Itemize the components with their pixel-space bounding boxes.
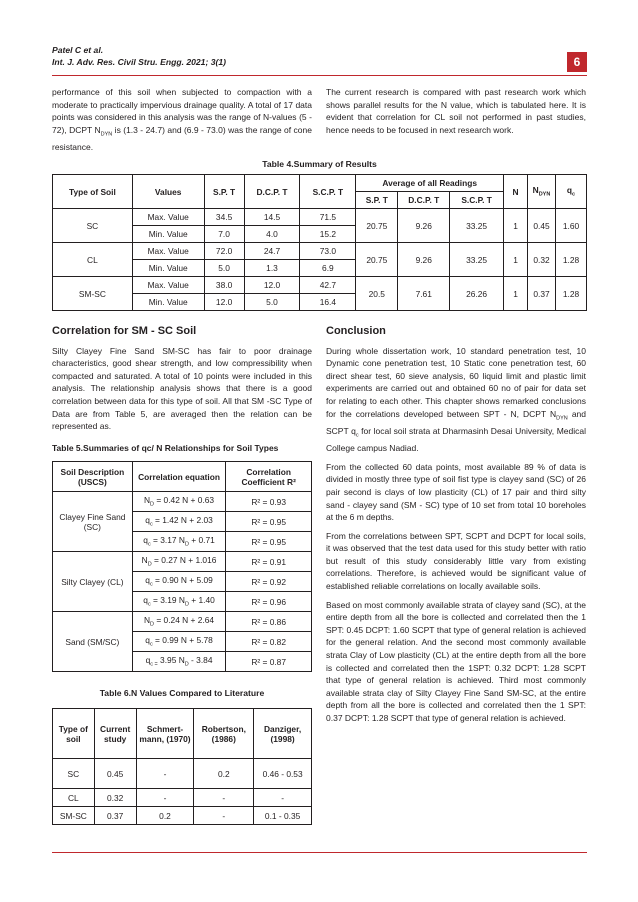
t5-header-soil: Soil Description (USCS)	[53, 462, 133, 492]
t4-cell: Min. Value	[132, 226, 204, 243]
t6-cell: -	[136, 759, 194, 789]
table6-caption: Table 6.N Values Compared to Literature	[99, 688, 265, 698]
t4-cell: Max. Value	[132, 209, 204, 226]
t6-cell: -	[136, 789, 194, 807]
correlation-body: Silty Clayey Fine Sand SM-SC has fair to poor drainage characteristics, good shear strength, and low compressibility when compacted and saturated. A total of 10 points were included in this analysis. The relationship analysis shows that there is a good correlation between data for this type of soil. All that SM -SC Type of Data are from Table 5, are averaged then the relation can be represented as.	[52, 345, 312, 432]
t4-cell: 34.5	[204, 209, 244, 226]
t4-header-avg-dcpt: D.C.P. T	[398, 192, 450, 209]
left-intro-text-b: is (1.3 - 24.7) and (6.9 - 73.0) was the range of cone resistance.	[52, 124, 312, 153]
t4-cell: 16.4	[300, 294, 356, 311]
t4-cell: 9.26	[398, 243, 450, 277]
t5-header-eq: Correlation equation	[132, 462, 226, 492]
t6-cell: 0.32	[94, 789, 136, 807]
t4-cell: 20.75	[356, 209, 398, 243]
t5-r2-cell: R² = 0.86	[226, 612, 312, 632]
t5-soil-cell: Silty Clayey (CL)	[53, 552, 133, 612]
t6-header-current: Current study	[94, 709, 136, 759]
t5-soil-cell: Clayey Fine Sand (SC)	[53, 492, 133, 552]
t4-cell: 6.9	[300, 260, 356, 277]
t4-cell: 12.0	[244, 277, 300, 294]
table-row	[53, 243, 587, 260]
conclusion-paragraph-4: Based on most commonly available strata of clayey sand (SC), at the entire depth from all the bore is collected and correlated then the 1 SPT: 0.45 DCPT: 1.60 SCPT that type of general relation is achieved for the general relation. And the second most commonly available strata Clay of Low plasticity (CL) at the entire depth from all the bore is collected and correlated then the 1SPT: 0.32 DCPT: 1.28 SCPT that type of general relation is achieved. Third most commonly available strata clay of Silty Clayey Fine Sand SM-SC, at the entire depth from all the bore is collected and correlated then the 1 SPT: 0.37 DCPT: 1.28 SCPT that type of general relation is achieved.	[326, 599, 586, 723]
t4-header-average: Average of all Readings	[356, 175, 504, 192]
t4-cell: 9.26	[398, 209, 450, 243]
table-row	[53, 612, 312, 632]
t6-cell: SM-SC	[53, 807, 95, 825]
t4-header-type: Type of Soil	[53, 175, 133, 209]
conclusion-paragraph-2: From the collected 60 data points, most available 89 % of data is divided in mostly three type of soil fist type is clayey sand (SC) of 26 pair second is clays of low plasticity (CL) of 17 pair and third silty sand - clayey sand (SM - SC) type of 10 set from total 10 boreholes at the 6 m depths.	[326, 461, 586, 523]
t4-cell: 1.28	[555, 277, 586, 311]
t4-cell: 15.2	[300, 226, 356, 243]
t4-cell: 12.0	[204, 294, 244, 311]
table4-caption: Table 4.Summary of Results	[262, 159, 377, 169]
t6-cell: -	[194, 807, 254, 825]
t4-header-qc: $q_c$	[555, 175, 586, 209]
table4-summary-results	[52, 174, 587, 311]
t5-soil-cell: Sand (SM/SC)	[53, 612, 133, 672]
t5-eq-cell: $q_c = 0.99$ N + 5.78	[132, 632, 226, 652]
t4-header-n: N	[504, 175, 528, 209]
conclusion-section	[326, 325, 586, 725]
left-intro-sub: DYN	[100, 131, 113, 138]
t4-cell: 7.61	[398, 277, 450, 311]
t4-header-scpt: S.C.P. T	[300, 175, 356, 209]
t4-soil-cell: SM-SC	[53, 277, 133, 311]
running-head	[52, 44, 226, 68]
t4-cell: 0.32	[528, 243, 556, 277]
table5-caption: Table 5.Summaries of qc/ N Relationships for Soil Types	[52, 443, 279, 453]
t6-header-danziger: Danziger, (1998)	[254, 709, 312, 759]
table-row	[53, 492, 312, 512]
t5-r2-cell: R² = 0.95	[226, 532, 312, 552]
t4-header-dcpt: D.C.P. T	[244, 175, 300, 209]
running-head-authors: Patel C et al.	[52, 45, 104, 55]
t4-cell: 24.7	[244, 243, 300, 260]
t4-cell: 42.7	[300, 277, 356, 294]
correlation-heading: Correlation for SM - SC Soil	[52, 325, 197, 337]
t5-r2-cell: R² = 0.96	[226, 592, 312, 612]
t4-header-spt: S.P. T	[204, 175, 244, 209]
t5-eq-cell: $N_D = 0.42$ N + 0.63	[132, 492, 226, 512]
table-row	[53, 807, 312, 825]
t4-cell: Min. Value	[132, 294, 204, 311]
right-intro-paragraph	[326, 86, 586, 136]
t4-cell: 26.26	[450, 277, 504, 311]
t5-header-r2: Correlation Coefficient R²	[226, 462, 312, 492]
conclusion-paragraph-3: From the correlations between SPT, SCPT and DCPT for local soils, it was observed that the test data used for this study better with ratio but result of this study considerably little vary from existing correlations. Therefore, is achieved would be significant value of established reliable correlations on locally available soils.	[326, 530, 586, 592]
t6-header-type: Type of soil	[53, 709, 95, 759]
t5-eq-cell: $q_c = 3.19$ $N_D + 1.40$	[132, 592, 226, 612]
t5-r2-cell: R² = 0.93	[226, 492, 312, 512]
header-rule	[52, 75, 587, 76]
t6-cell: SC	[53, 759, 95, 789]
t6-cell: -	[254, 789, 312, 807]
t4-cell: 5.0	[204, 260, 244, 277]
t4-header-ndyn: $N_{DYN}$	[528, 175, 556, 209]
t6-cell: 0.2	[136, 807, 194, 825]
t4-header-avg-spt: S.P. T	[356, 192, 398, 209]
t4-cell: 4.0	[244, 226, 300, 243]
t4-cell: 71.5	[300, 209, 356, 226]
t4-header-values: Values	[132, 175, 204, 209]
conclusion-paragraph-1: During whole dissertation work, 10 standard penetration test, 10 Dynamic cone penetration test, 10 Static cone penetration test, 60 direct shear test, 60 sieve analysis, 60 liquid limit and plastic limit experiments are carried out and obtained 60 no of pair for data set for relating to each other. This chapter shows remarked conclusions for the correlations developed between SPT - N, DCPT $N_{DYN}$ and SCPT $q_c$ for local soil strata at Dharmasinh Desai University, Medical College campus Nadiad.	[326, 345, 586, 454]
t5-eq-cell: $q_c = 3.17$ $N_D + 0.71$	[132, 532, 226, 552]
t5-eq-cell: $N_D = 0.27$ N + 1.016	[132, 552, 226, 572]
t5-r2-cell: R² = 0.95	[226, 512, 312, 532]
table-row	[53, 209, 587, 226]
t4-cell: Max. Value	[132, 243, 204, 260]
right-intro-text: The current research is compared with past research work which shows parallel results for the N value, which is tabulated here. It is evident that correlation for CL soil not performed in past studies, hence needs to be focused in next research work.	[326, 87, 586, 135]
t4-soil-cell: CL	[53, 243, 133, 277]
t5-eq-cell: $N_D = 0.24$ N + 2.64	[132, 612, 226, 632]
t5-r2-cell: R² = 0.87	[226, 652, 312, 672]
t4-cell: 20.5	[356, 277, 398, 311]
t5-r2-cell: R² = 0.82	[226, 632, 312, 652]
t4-cell: 38.0	[204, 277, 244, 294]
t5-r2-cell: R² = 0.92	[226, 572, 312, 592]
t6-header-schmertmann: Schmert-mann, (1970)	[136, 709, 194, 759]
t6-cell: 0.37	[94, 807, 136, 825]
t4-cell: 33.25	[450, 209, 504, 243]
t4-cell: 1	[504, 277, 528, 311]
t4-cell: 20.75	[356, 243, 398, 277]
t4-cell: 1.28	[555, 243, 586, 277]
t5-r2-cell: R² = 0.91	[226, 552, 312, 572]
t4-header-avg-scpt: S.C.P. T	[450, 192, 504, 209]
table-row	[53, 759, 312, 789]
t5-eq-cell: $q_{c =}$ 3.95 $N_D - 3.84$	[132, 652, 226, 672]
t6-header-robertson: Robertson, (1986)	[194, 709, 254, 759]
t4-cell: Max. Value	[132, 277, 204, 294]
t5-eq-cell: $q_c = 0.90$ N + 5.09	[132, 572, 226, 592]
t6-cell: 0.46 - 0.53	[254, 759, 312, 789]
table-row	[53, 789, 312, 807]
left-intro-text-a: performance of this soil when subjected to compaction with a moderate to practically impervious drainage quality. A total of 17 data points was considered in this analysis was the range of N-values (5 - 72), DCPT N	[52, 87, 312, 135]
t4-cell: 1.3	[244, 260, 300, 277]
t4-soil-cell: SC	[53, 209, 133, 243]
t6-cell: 0.45	[94, 759, 136, 789]
footer-rule	[52, 852, 587, 853]
t4-cell: 14.5	[244, 209, 300, 226]
t4-cell: 0.37	[528, 277, 556, 311]
t6-cell: 0.1 - 0.35	[254, 807, 312, 825]
table-row	[53, 552, 312, 572]
t4-cell: 0.45	[528, 209, 556, 243]
t6-cell: CL	[53, 789, 95, 807]
table-row	[53, 277, 587, 294]
t6-cell: 0.2	[194, 759, 254, 789]
table6-n-values	[52, 708, 312, 825]
table5-relationships	[52, 461, 312, 672]
page-number-badge: 6	[567, 52, 587, 72]
t4-cell: 5.0	[244, 294, 300, 311]
correlation-section	[52, 325, 312, 433]
t4-cell: 1	[504, 243, 528, 277]
t4-cell: 72.0	[204, 243, 244, 260]
running-head-journal: Int. J. Adv. Res. Civil Stru. Engg. 2021; 3(1)	[52, 57, 226, 67]
t4-cell: 7.0	[204, 226, 244, 243]
t4-cell: Min. Value	[132, 260, 204, 277]
t4-cell: 33.25	[450, 243, 504, 277]
t5-eq-cell: $q_c = 1.42$ N + 2.03	[132, 512, 226, 532]
t6-cell: -	[194, 789, 254, 807]
conclusion-heading: Conclusion	[326, 325, 386, 337]
left-intro-paragraph	[52, 86, 312, 154]
t4-cell: 73.0	[300, 243, 356, 260]
t4-cell: 1	[504, 209, 528, 243]
t4-cell: 1.60	[555, 209, 586, 243]
